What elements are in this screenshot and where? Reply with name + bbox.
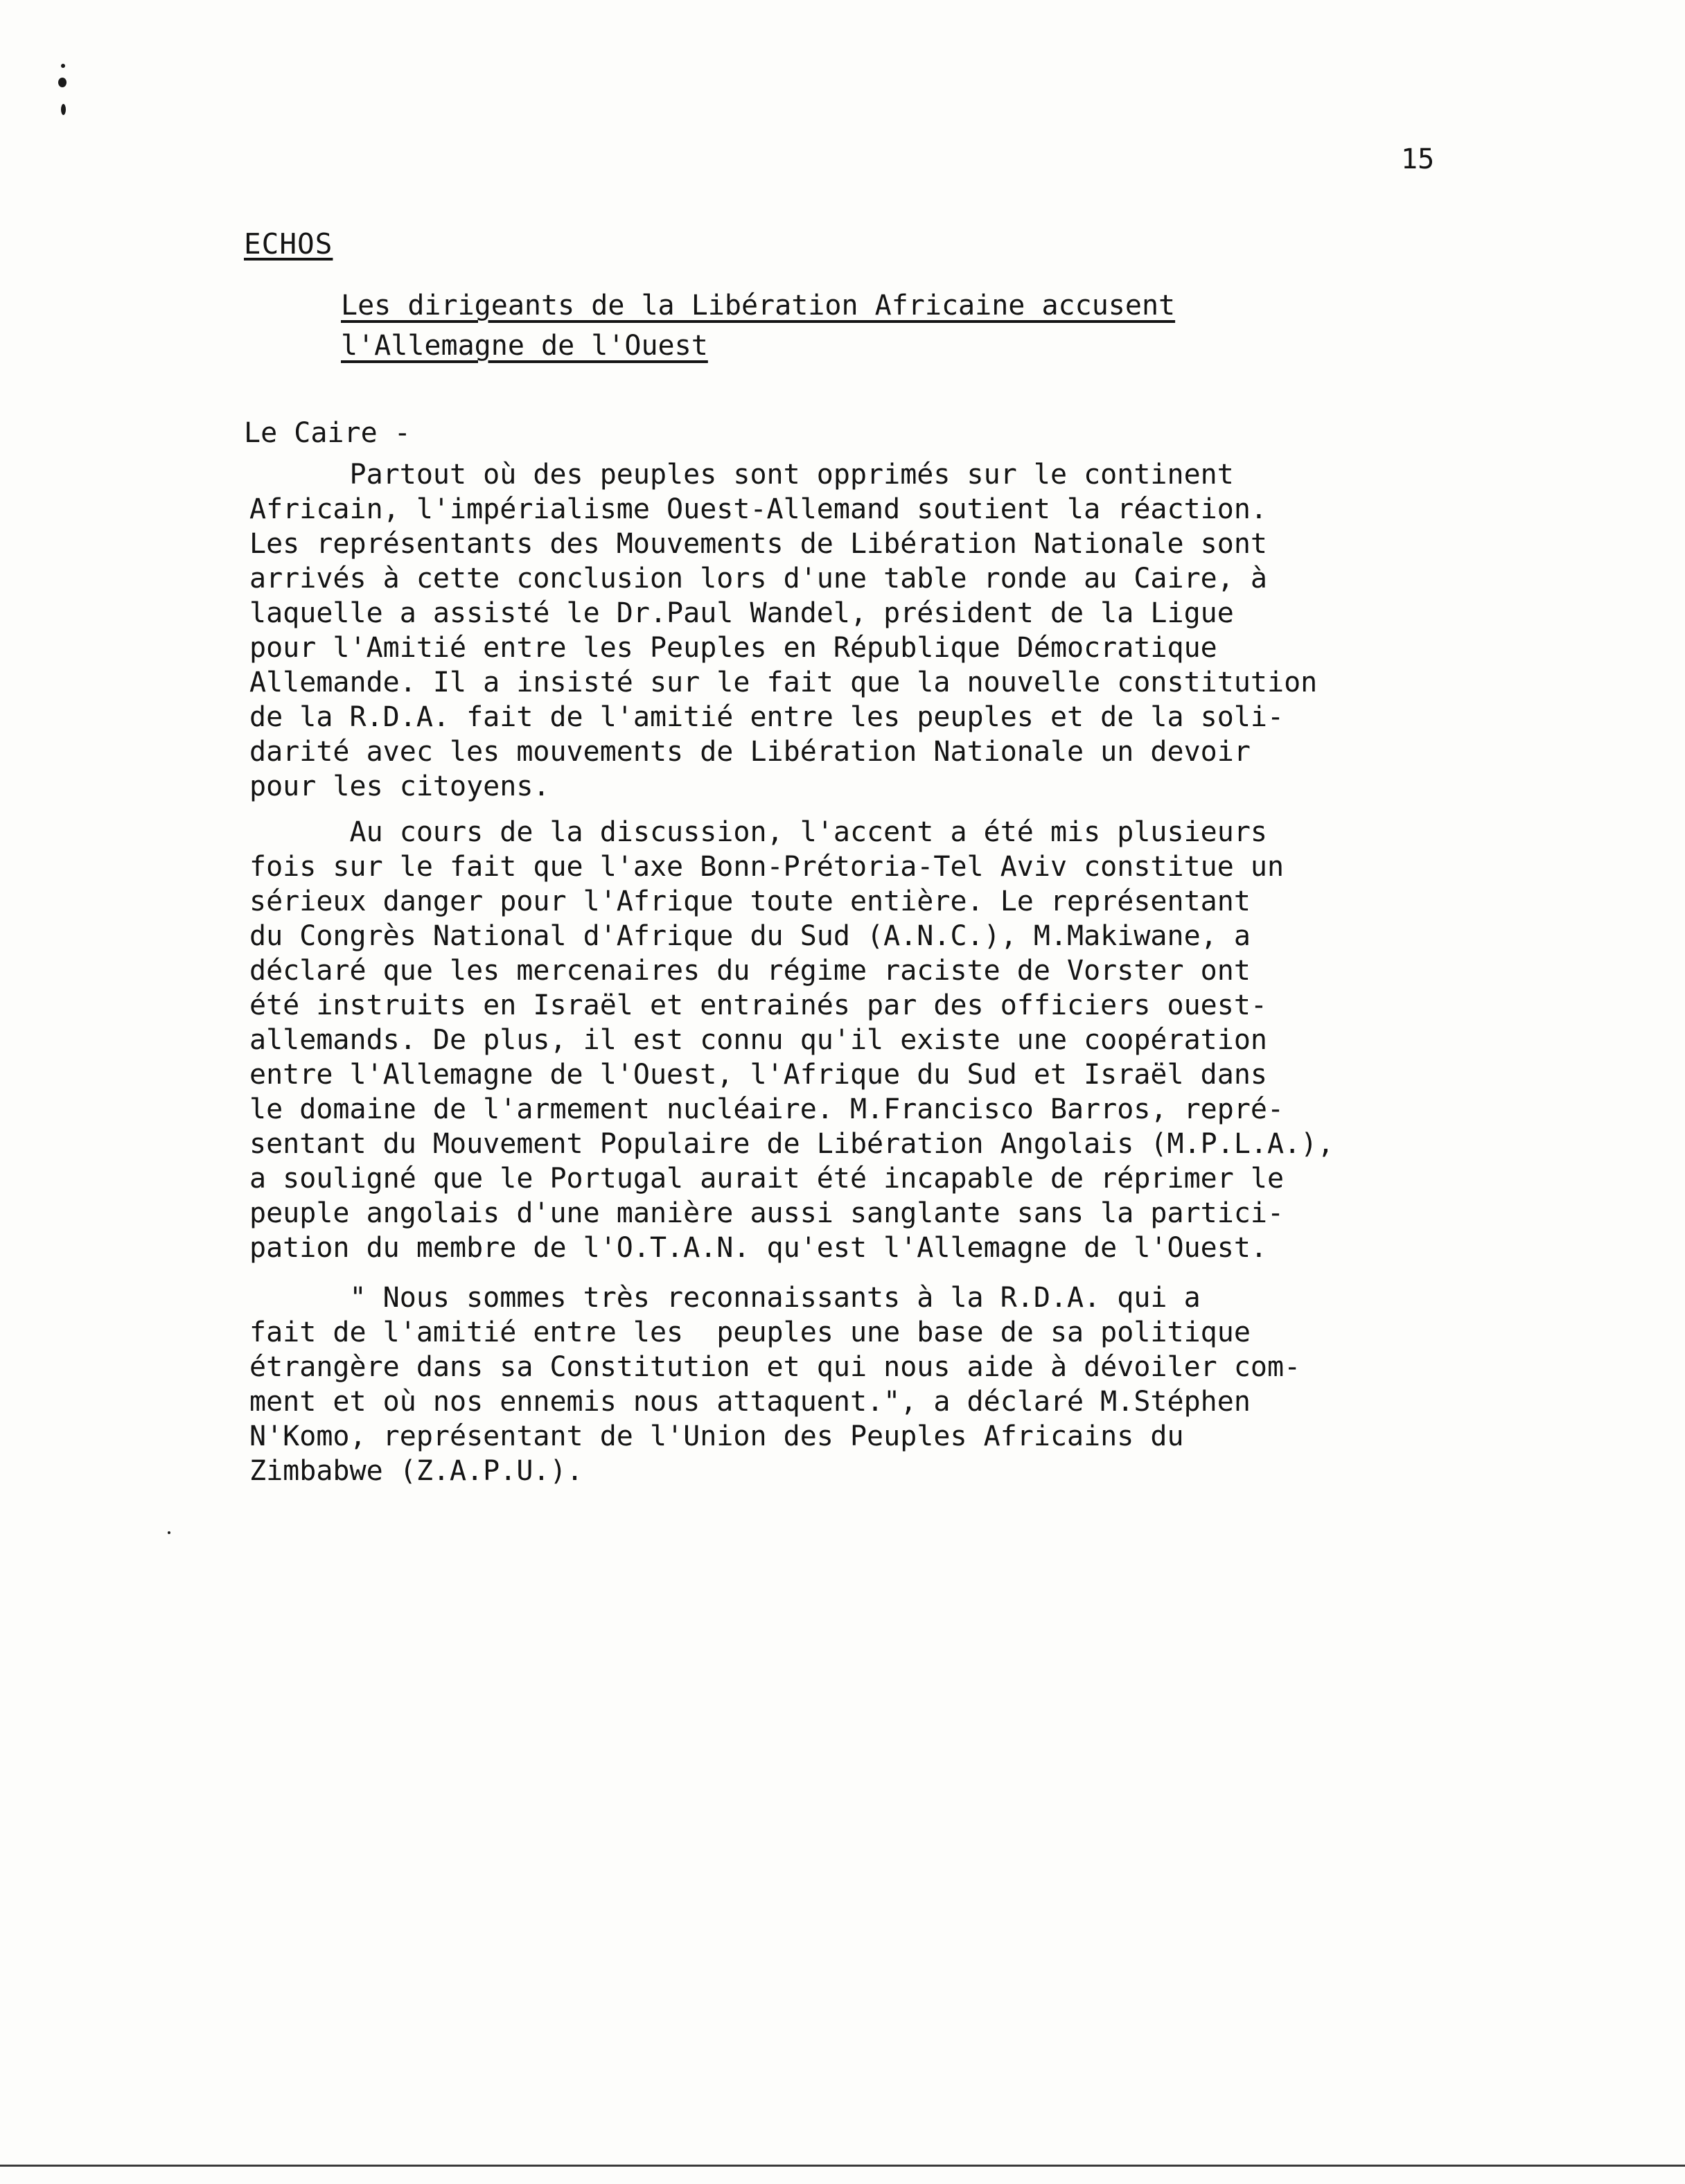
text-line: ment et où nos ennemis nous attaquent.", a déclaré M.Stéphen <box>249 1386 1251 1418</box>
article-headline <box>341 285 1325 366</box>
text-line: N'Komo, représentant de l'Union des Peuples Africains du <box>249 1420 1184 1452</box>
text-line: sentant du Mouvement Populaire de Libération Angolais (M.P.L.A.), <box>249 1128 1334 1160</box>
text-line: sérieux danger pour l'Afrique toute entière. Le représentant <box>249 886 1251 917</box>
scan-speck <box>58 78 67 87</box>
text-line: " Nous sommes très reconnaissants à la R.D.A. qui a <box>249 1282 1201 1314</box>
scan-speck <box>61 104 66 115</box>
text-line: pation du membre de l'O.T.A.N. qu'est l'Allemagne de l'Ouest. <box>249 1232 1268 1264</box>
headline-line: l'Allemagne de l'Ouest <box>341 330 708 362</box>
text-line: Au cours de la discussion, l'accent a été mis plusieurs <box>249 816 1268 848</box>
text-line: darité avec les mouvements de Libération Nationale un devoir <box>249 736 1251 768</box>
headline-line: Les dirigeants de la Libération Africaine accusent <box>341 290 1176 322</box>
text-line: laquelle a assisté le Dr.Paul Wandel, président de la Ligue <box>249 597 1234 629</box>
text-line: allemands. De plus, il est connu qu'il existe une coopération <box>249 1024 1268 1056</box>
text-line: du Congrès National d'Afrique du Sud (A.N.C.), M.Makiwane, a <box>249 920 1251 952</box>
scan-speck <box>61 64 65 68</box>
text-line: Allemande. Il a insisté sur le fait que la nouvelle constitution <box>249 667 1318 698</box>
text-line: peuple angolais d'une manière aussi sanglante sans la partici- <box>249 1197 1285 1229</box>
section-label: ECHOS <box>244 227 333 261</box>
dateline: Le Caire - <box>244 417 411 449</box>
text-line: arrivés à cette conclusion lors d'une table ronde au Caire, à <box>249 563 1268 595</box>
text-line: Zimbabwe (Z.A.P.U.). <box>249 1455 583 1487</box>
text-line: étrangère dans sa Constitution et qui nous aide à dévoiler com- <box>249 1351 1301 1383</box>
text-line: de la R.D.A. fait de l'amitié entre les peuples et de la soli- <box>249 701 1285 733</box>
page-number: 15 <box>1401 143 1435 175</box>
text-line: fait de l'amitié entre les peuples une base de sa politique <box>249 1316 1251 1348</box>
text-line: pour l'Amitié entre les Peuples en République Démocratique <box>249 632 1217 664</box>
text-line: déclaré que les mercenaires du régime raciste de Vorster ont <box>249 955 1251 987</box>
text-line: Les représentants des Mouvements de Libération Nationale sont <box>249 528 1268 560</box>
text-line: Africain, l'impérialisme Ouest-Allemand soutient la réaction. <box>249 493 1268 525</box>
paragraph-2 <box>249 815 1334 1265</box>
text-line: entre l'Allemagne de l'Ouest, l'Afrique du Sud et Israël dans <box>249 1059 1268 1091</box>
text-line: été instruits en Israël et entrainés par des officiers ouest- <box>249 989 1268 1021</box>
text-line: Partout où des peuples sont opprimés sur le continent <box>249 459 1234 491</box>
paragraph-3 <box>249 1280 1300 1488</box>
scan-speck <box>168 1531 170 1534</box>
bottom-edge-rule <box>0 2165 1685 2167</box>
text-line: le domaine de l'armement nucléaire. M.Francisco Barros, repré- <box>249 1093 1285 1125</box>
text-line: a souligné que le Portugal aurait été incapable de réprimer le <box>249 1163 1285 1195</box>
paragraph-1 <box>249 457 1317 804</box>
text-line: fois sur le fait que l'axe Bonn-Prétoria-Tel Aviv constitue un <box>249 851 1285 883</box>
text-line: pour les citoyens. <box>249 770 550 802</box>
